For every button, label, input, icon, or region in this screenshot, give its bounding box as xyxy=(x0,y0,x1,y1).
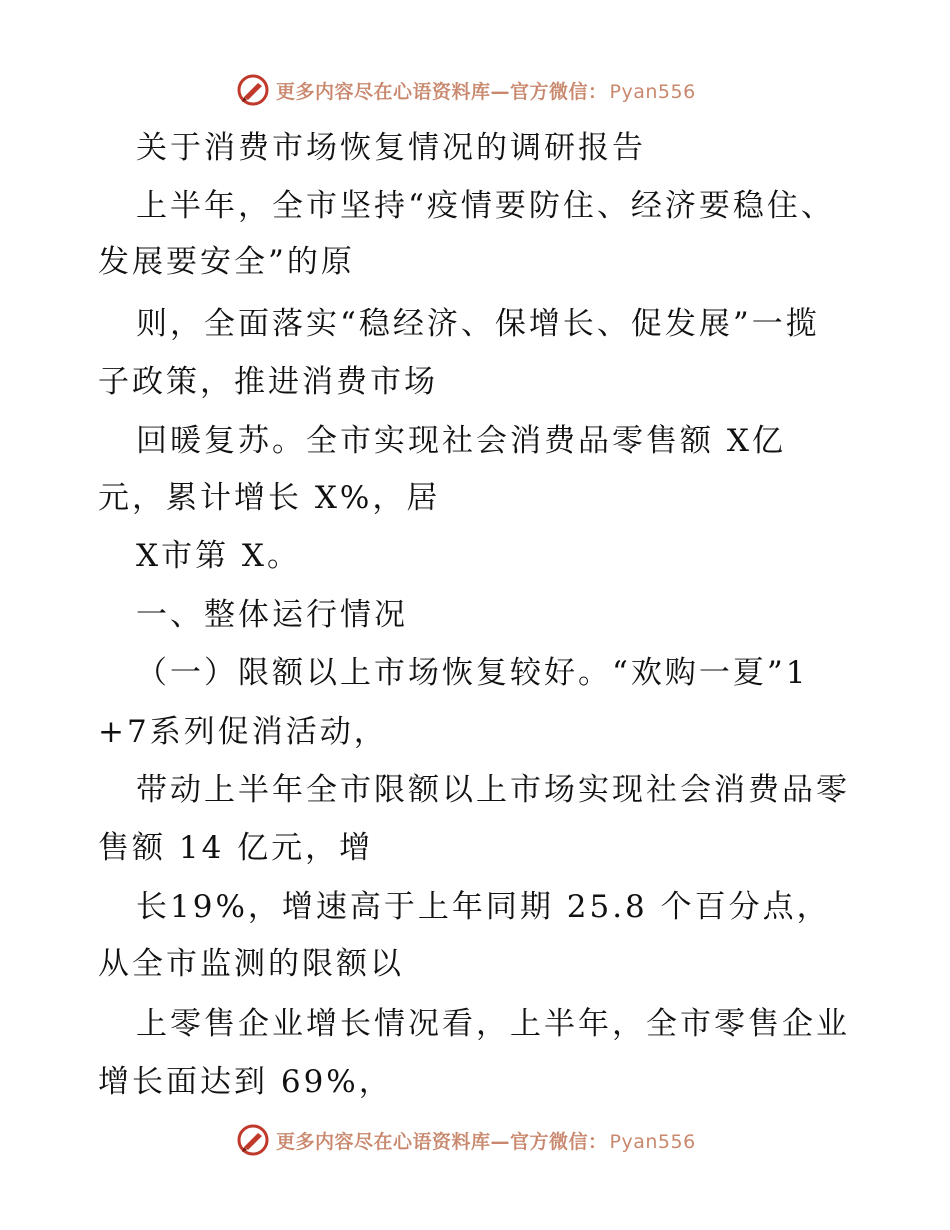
paragraph-line: 长19%，增速高于上年同期 25.8 个百分点， xyxy=(136,889,831,925)
paragraph-line: 从全市监测的限额以 xyxy=(98,946,404,982)
paragraph-line: 则，全面落实“稳经济、保增长、促发展”一揽 xyxy=(136,306,820,342)
watermark-text: 更多内容尽在心语资料库—官方微信： xyxy=(276,1130,608,1153)
paragraph-line: 子政策，推进消费市场 xyxy=(98,364,438,400)
footer-watermark xyxy=(236,1122,696,1158)
paragraph-line: 上半年，全市坚持“疫情要防住、经济要稳住、 xyxy=(136,188,835,224)
section-heading: 一、整体运行情况 xyxy=(136,597,408,633)
paragraph-line: 发展要安全”的原 xyxy=(98,244,355,280)
subsection-heading: （一）限额以上市场恢复较好。“欢购一夏”1 xyxy=(136,655,809,691)
watermark-id: Pyan556 xyxy=(609,1130,696,1153)
paragraph-line: 回暖复苏。全市实现社会消费品零售额 X亿 xyxy=(136,423,786,459)
header-watermark xyxy=(236,72,696,108)
watermark-id: Pyan556 xyxy=(609,80,696,103)
paragraph-line: 增长面达到 69%， xyxy=(98,1064,393,1100)
doc-title: 关于消费市场恢复情况的调研报告 xyxy=(136,130,646,166)
paragraph-line: 元，累计增长 X%，居 xyxy=(98,480,441,516)
pen-logo-icon xyxy=(236,1123,270,1157)
paragraph-line: +7系列促消活动， xyxy=(98,714,388,750)
paragraph-line: 上零售企业增长情况看，上半年，全市零售企业 xyxy=(136,1006,850,1042)
paragraph-line: 售额 14 亿元，增 xyxy=(98,830,374,866)
paragraph-line: 带动上半年全市限额以上市场实现社会消费品零 xyxy=(136,772,850,808)
paragraph-line: X市第 X。 xyxy=(136,538,301,574)
pen-logo-icon xyxy=(236,73,270,107)
watermark-text: 更多内容尽在心语资料库—官方微信： xyxy=(276,80,608,103)
